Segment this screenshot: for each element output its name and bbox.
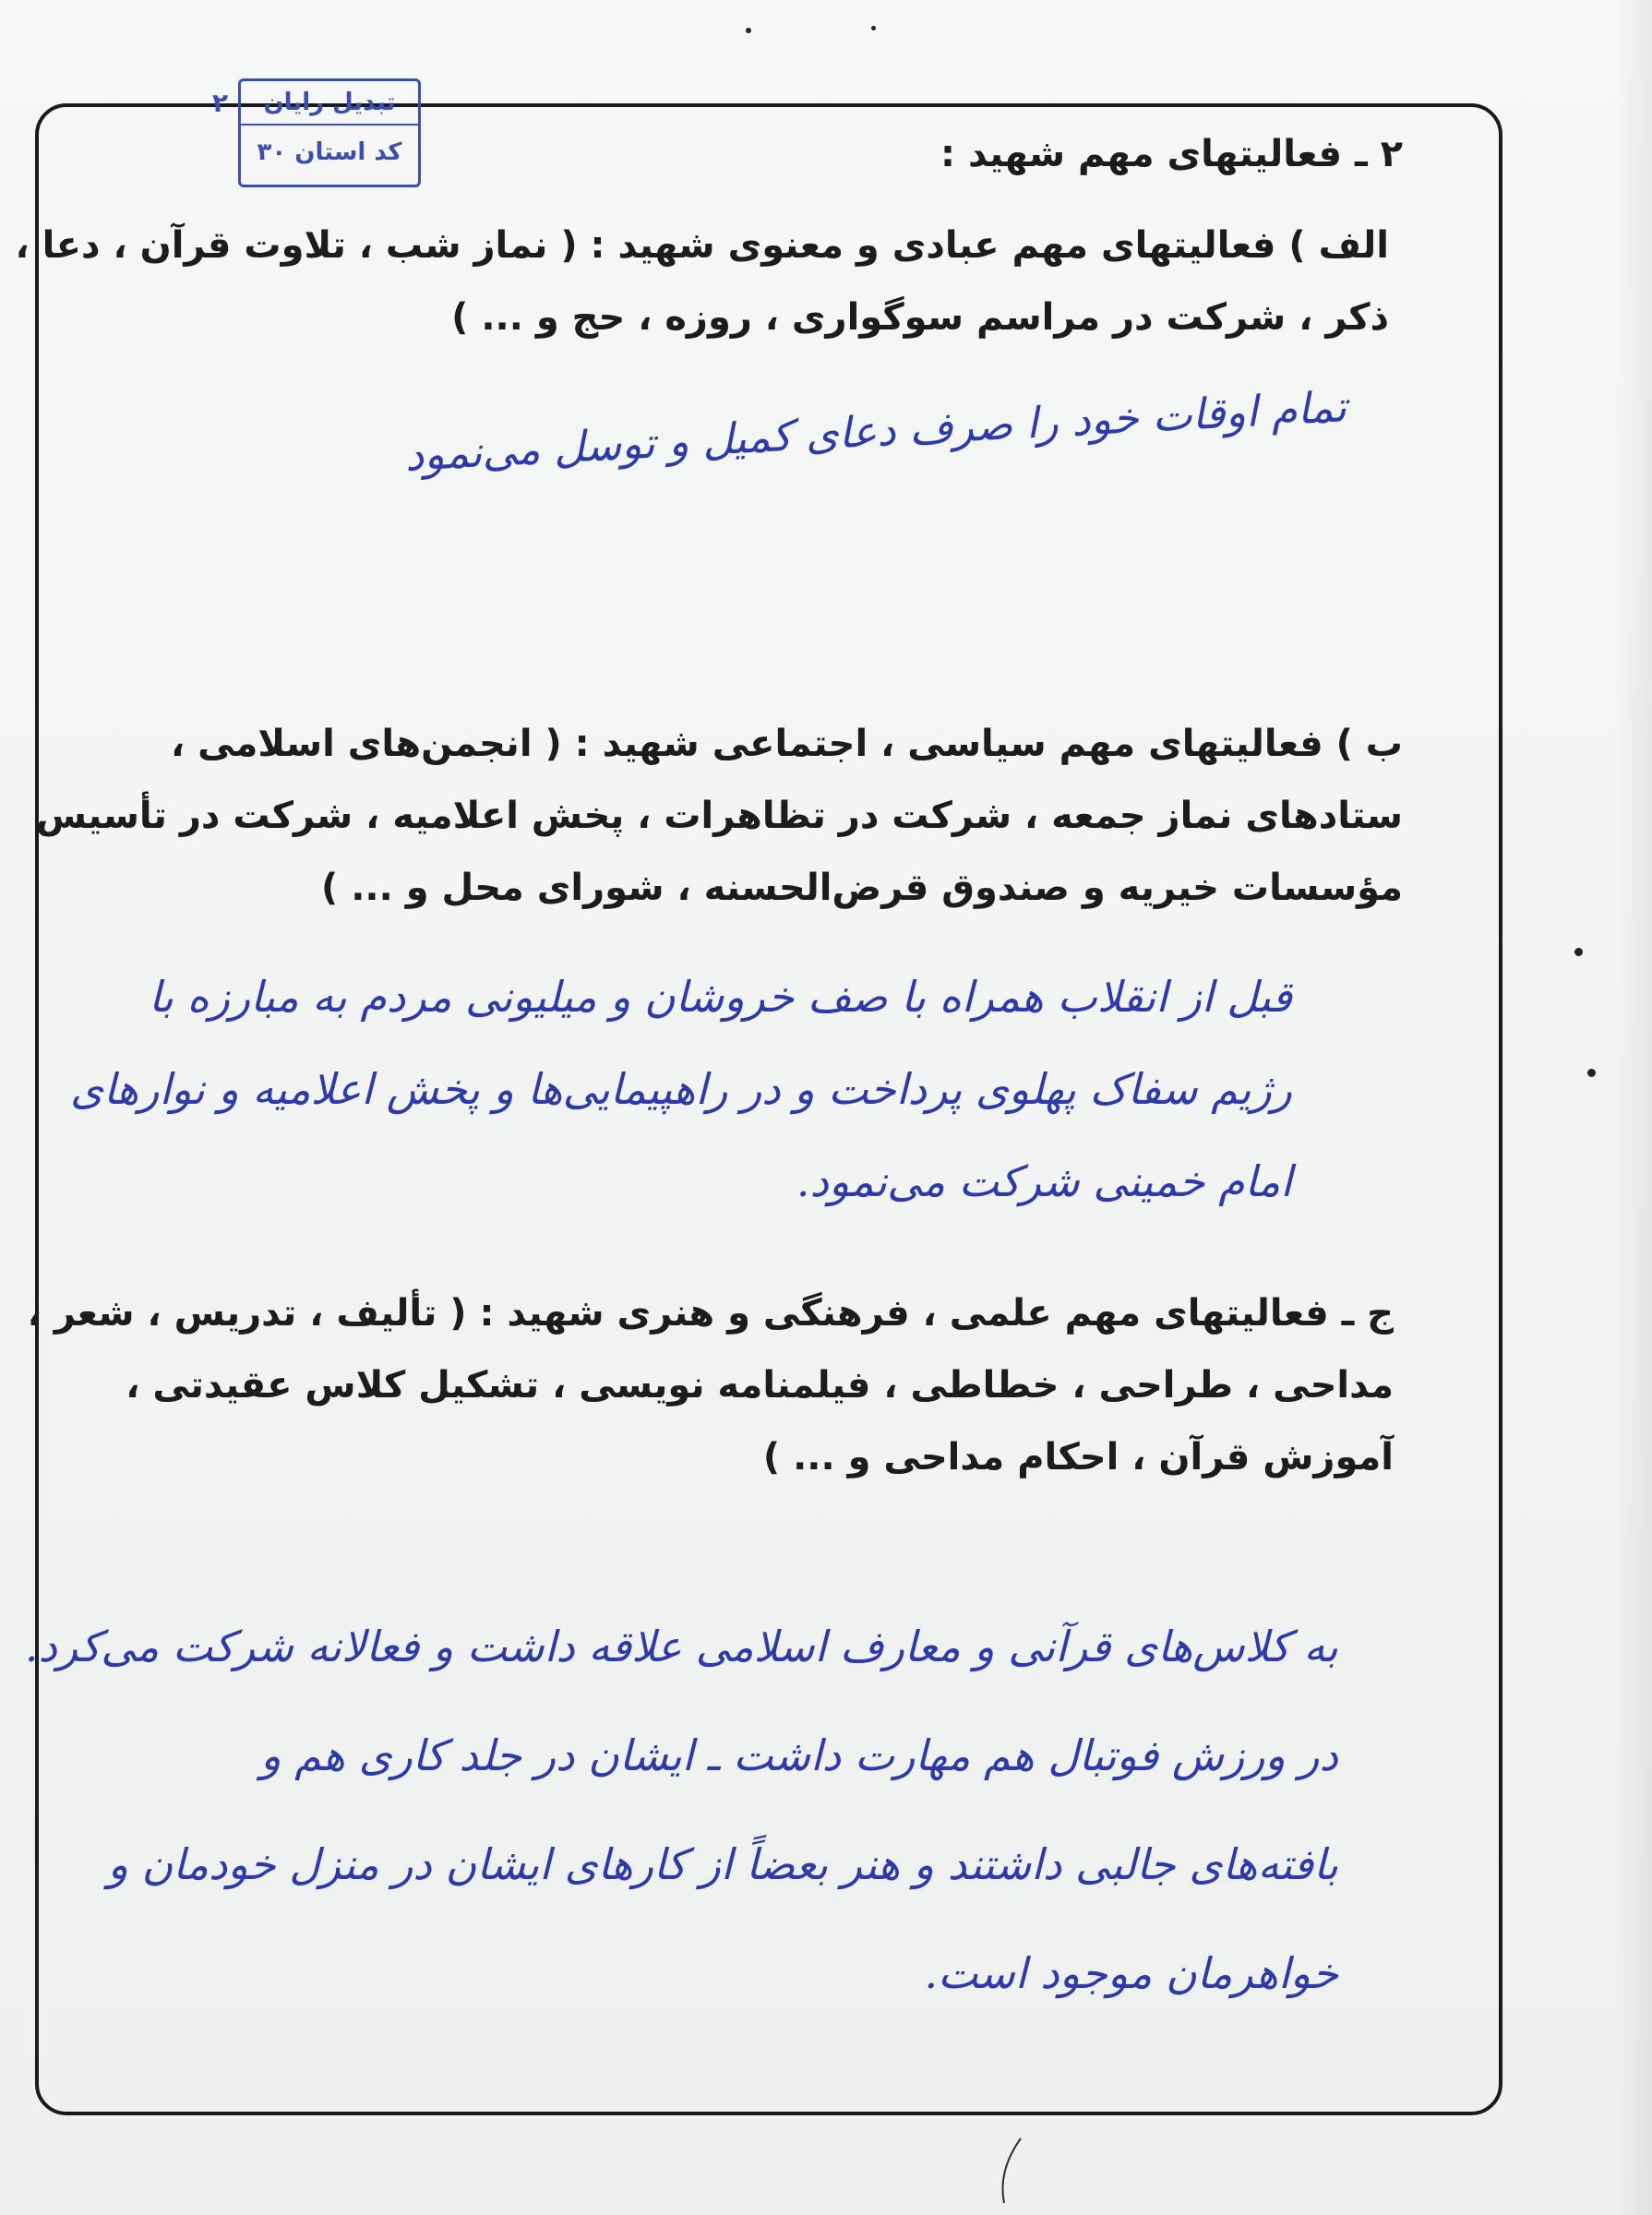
part-b-answer-line: رژیم سفاک پهلوی پرداخت و در راهپیمایی‌ها و پخش اعلامیه و نوارهای	[70, 1064, 1292, 1114]
part-a-question	[16, 210, 1389, 353]
part-b-answer-line: امام خمینی شرکت می‌نمود.	[796, 1156, 1292, 1206]
page-edge-shadow	[1615, 0, 1652, 2215]
part-b-answer-line: قبل از انقلاب همراه با صف خروشان و میلیونی مردم به مبارزه با	[149, 972, 1292, 1022]
stamp-side-mark: ۲	[212, 88, 229, 118]
stamp	[238, 78, 421, 187]
part-c-answer-line: خواهرمان موجود است.	[924, 1948, 1338, 1998]
part-b-answer	[70, 951, 1292, 1227]
part-c-answer-line: بافته‌های جالبی داشتند و هنر بعضاً از کارهای ایشان در منزل خودمان و	[107, 1839, 1338, 1889]
speck	[1574, 948, 1583, 956]
part-b-question	[36, 708, 1403, 924]
part-c-question	[28, 1277, 1394, 1493]
part-c-line: آموزش قرآن ، احکام مداحی و ... )	[762, 1436, 1394, 1479]
pen-scratch	[984, 2134, 1039, 2208]
speck	[1587, 1069, 1596, 1077]
part-c-answer	[25, 1592, 1338, 2028]
part-a-line: ذکر ، شرکت در مراسم سوگواری ، روزه ، حج و ... )	[451, 296, 1389, 339]
part-b-line: ستادهای نماز جمعه ، شرکت در تظاهرات ، پخش اعلامیه ، شرکت در تأسیس	[35, 795, 1403, 837]
speck	[871, 26, 876, 30]
stamp-line-2: کد استان ۳۰	[257, 138, 402, 166]
stamp-line-1: تبدیل رایان	[241, 90, 418, 126]
part-c-line: ج ـ فعالیتهای مهم علمی ، فرهنگی و هنری شهید : ( تألیف ، تدریس ، شعر ،	[27, 1292, 1394, 1335]
part-c-answer-line: در ورزش فوتبال هم مهارت داشت ـ ایشان در جلد کاری هم و	[260, 1730, 1338, 1780]
section-title-text: ۲ ـ فعالیتهای مهم شهید :	[940, 133, 1403, 175]
part-b-line: مؤسسات خیریه و صندوق قرض‌الحسنه ، شورای محل و ... )	[320, 867, 1403, 909]
part-a-answer-line: تمام اوقات خود را صرف دعای کمیل و توسل می‌نمود	[403, 381, 1348, 481]
part-c-answer-line: به کلاس‌های قرآنی و معارف اسلامی علاقه داشت و فعالانه شرکت می‌کرد.	[24, 1622, 1338, 1671]
part-a-line: الف ) فعالیتهای مهم عبادی و معنوی شهید : ( نماز شب ، تلاوت قرآن ، دعا ،	[15, 224, 1389, 267]
speck	[746, 28, 751, 33]
section-title	[940, 118, 1403, 190]
part-b-line: ب ) فعالیتهای مهم سیاسی ، اجتماعی شهید : ( انجمن‌های اسلامی ،	[171, 723, 1403, 765]
part-c-line: مداحی ، طراحی ، خطاطی ، فیلمنامه نویسی ، تشکیل کلاس عقیدتی ،	[126, 1364, 1394, 1407]
